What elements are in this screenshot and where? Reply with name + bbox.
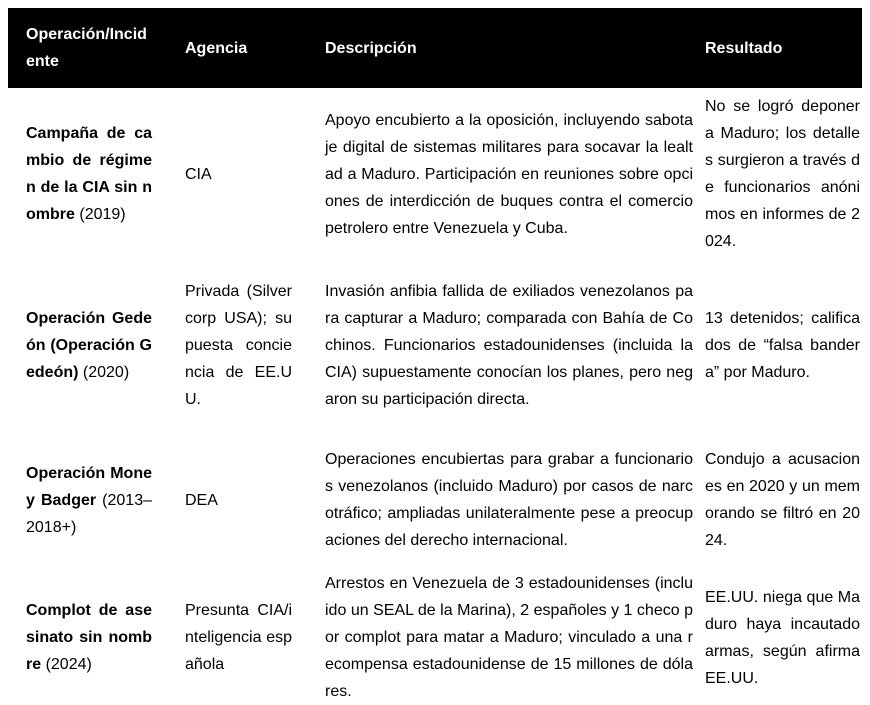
- operation-year: (2020): [82, 363, 130, 381]
- table-row: [8, 88, 862, 260]
- result-cell: Condujo a acusaciones en 2020 y un memorando se filtró en 2024.: [705, 451, 860, 549]
- operation-cell: [8, 305, 177, 386]
- operation-cell: [8, 597, 177, 678]
- description-cell: Arrestos en Venezuela de 3 estadounidenses (incluido un SEAL de la Marina), 2 españoles y 1 checo por complot para matar a Maduro; vinculado a una recompensa estadounidense de 15 millones de dólares.: [325, 575, 693, 700]
- operation-name: Operación Money Badger: [26, 464, 152, 509]
- agency-cell: Presunta CIA/inteligencia española: [185, 602, 292, 673]
- result-cell: 13 detenidos; calificados de “falsa bandera” por Maduro.: [705, 309, 860, 381]
- operation-name: Campaña de cambio de régimen de la CIA sin nombre: [26, 125, 152, 223]
- agency-cell: Privada (Silvercorp USA); supuesta conciencia de EE.UU.: [185, 282, 292, 408]
- operations-table: [8, 8, 862, 702]
- operation-year: (2019): [79, 206, 126, 223]
- operation-cell: [8, 460, 177, 541]
- operation-year: (2013–2018+): [26, 491, 152, 536]
- column-header-descripcion: Descripción: [325, 39, 417, 57]
- column-header-agencia: Agencia: [185, 39, 248, 57]
- result-cell: EE.UU. niega que Maduro haya incautado armas, según afirma EE.UU.: [705, 588, 860, 687]
- description-cell: Apoyo encubierto a la oposición, incluyendo sabotaje digital de sistemas militares para socavar la lealtad a Maduro. Participación en reuniones sobre opciones de interdicción de buques contra el comercio petrolero entre Venezuela y Cuba.: [325, 111, 693, 237]
- operation-name: Operación Gedeón (Operación Gedeón): [26, 309, 152, 381]
- agency-cell: CIA: [185, 165, 212, 183]
- agency-cell: DEA: [185, 491, 218, 509]
- column-header-resultado: Resultado: [705, 39, 783, 57]
- table-header-row: [8, 8, 862, 88]
- table-row: [8, 570, 862, 702]
- table-row: [8, 260, 862, 430]
- result-cell: No se logró deponer a Maduro; los detalles surgieron a través de funcionarios anónimos en informes de 2024.: [705, 98, 860, 250]
- column-header-operacion-incidente: Operación/Incidente: [26, 26, 147, 70]
- operation-name: Complot de asesinato sin nombre: [26, 602, 152, 673]
- description-cell: Invasión anfibia fallida de exiliados venezolanos para capturar a Maduro; comparada con Bahía de Cochinos. Funcionarios estadounidenses (incluida la CIA) supuestamente conocían los planes, pero negaron su participación directa.: [325, 282, 693, 408]
- table-row: [8, 430, 862, 570]
- operation-cell: [8, 120, 177, 228]
- description-cell: Operaciones encubiertas para grabar a funcionarios venezolanos (incluido Maduro) por casos de narcotráfico; ampliadas unilateralmente pese a preocupaciones del derecho internacional.: [325, 451, 693, 549]
- operation-year: (2024): [45, 656, 92, 673]
